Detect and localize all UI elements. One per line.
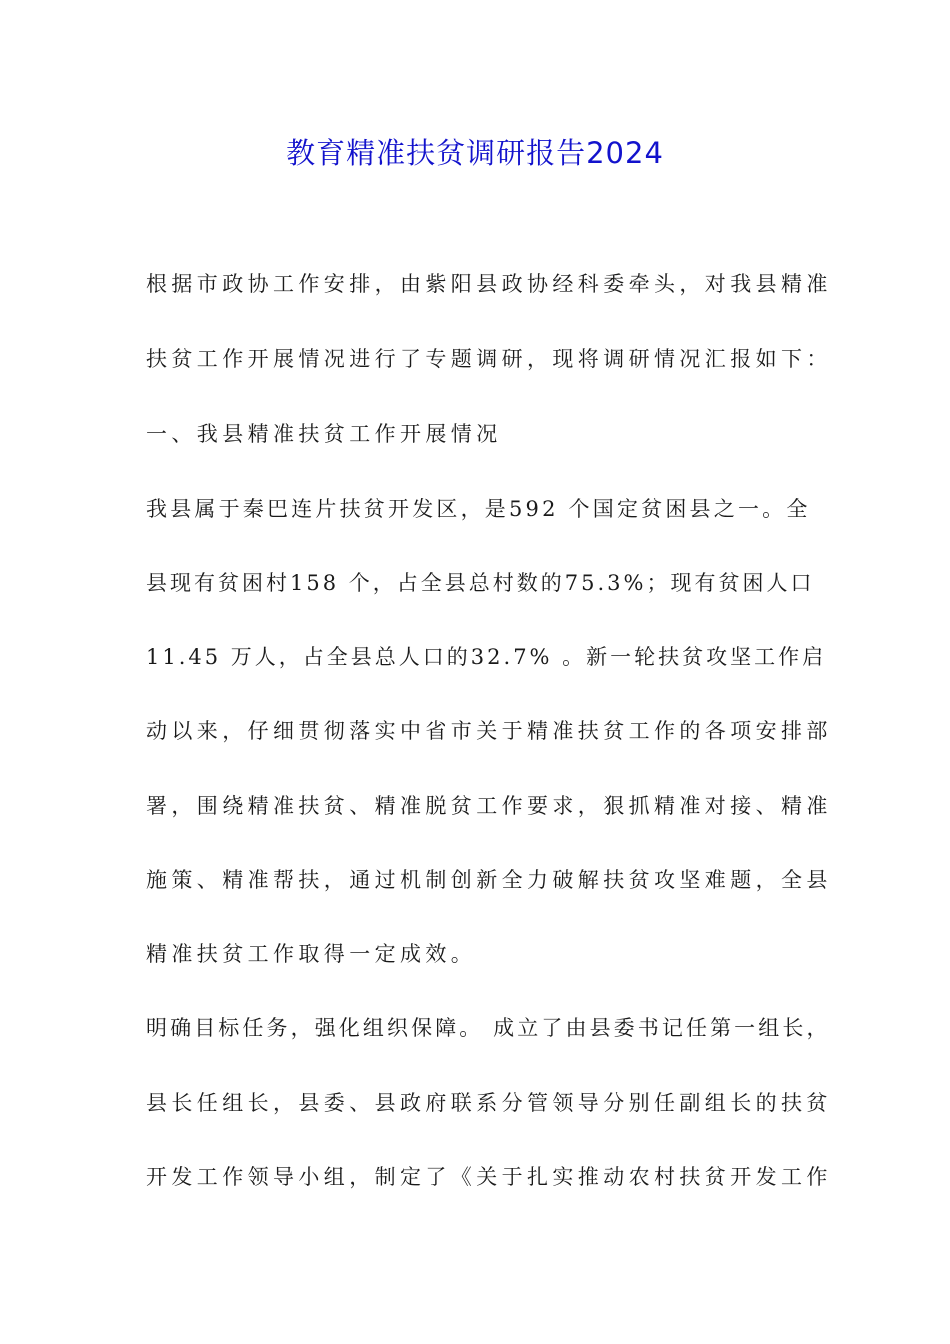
paragraph-line: 动以来，仔细贯彻落实中省市关于精准扶贫工作的各项安排部	[146, 719, 832, 743]
paragraph-line: 开发工作领导小组，制定了《关于扎实推动农村扶贫开发工作	[146, 1165, 832, 1189]
paragraph-line: 署，围绕精准扶贫、精准脱贫工作要求，狠抓精准对接、精准	[146, 794, 832, 818]
paragraph-line: 县现有贫困村158 个，占全县总村数的75.3%；现有贫困人口	[146, 571, 815, 595]
paragraph-line: 我县属于秦巴连片扶贫开发区，是592 个国定贫困县之一。全	[146, 497, 811, 521]
paragraph-line: 施策、精准帮扶，通过机制创新全力破解扶贫攻坚难题，全县	[146, 868, 832, 892]
paragraph-line: 11.45 万人，占全县总人口的32.7% 。新一轮扶贫攻坚工作启	[146, 645, 827, 669]
paragraph-line: 扶贫工作开展情况进行了专题调研，现将调研情况汇报如下：	[146, 347, 832, 371]
section-heading: 一、我县精准扶贫工作开展情况	[146, 422, 502, 446]
paragraph-line: 精准扶贫工作取得一定成效。	[146, 942, 477, 966]
paragraph-line: 根据市政协工作安排，由紫阳县政协经科委牵头，对我县精准	[146, 272, 832, 296]
document-title: 教育精准扶贫调研报告2024	[286, 136, 664, 170]
paragraph-line: 明确目标任务，强化组织保障。 成立了由县委书记任第一组长，	[146, 1016, 831, 1040]
paragraph-line: 县长任组长，县委、县政府联系分管领导分别任副组长的扶贫	[146, 1091, 832, 1115]
